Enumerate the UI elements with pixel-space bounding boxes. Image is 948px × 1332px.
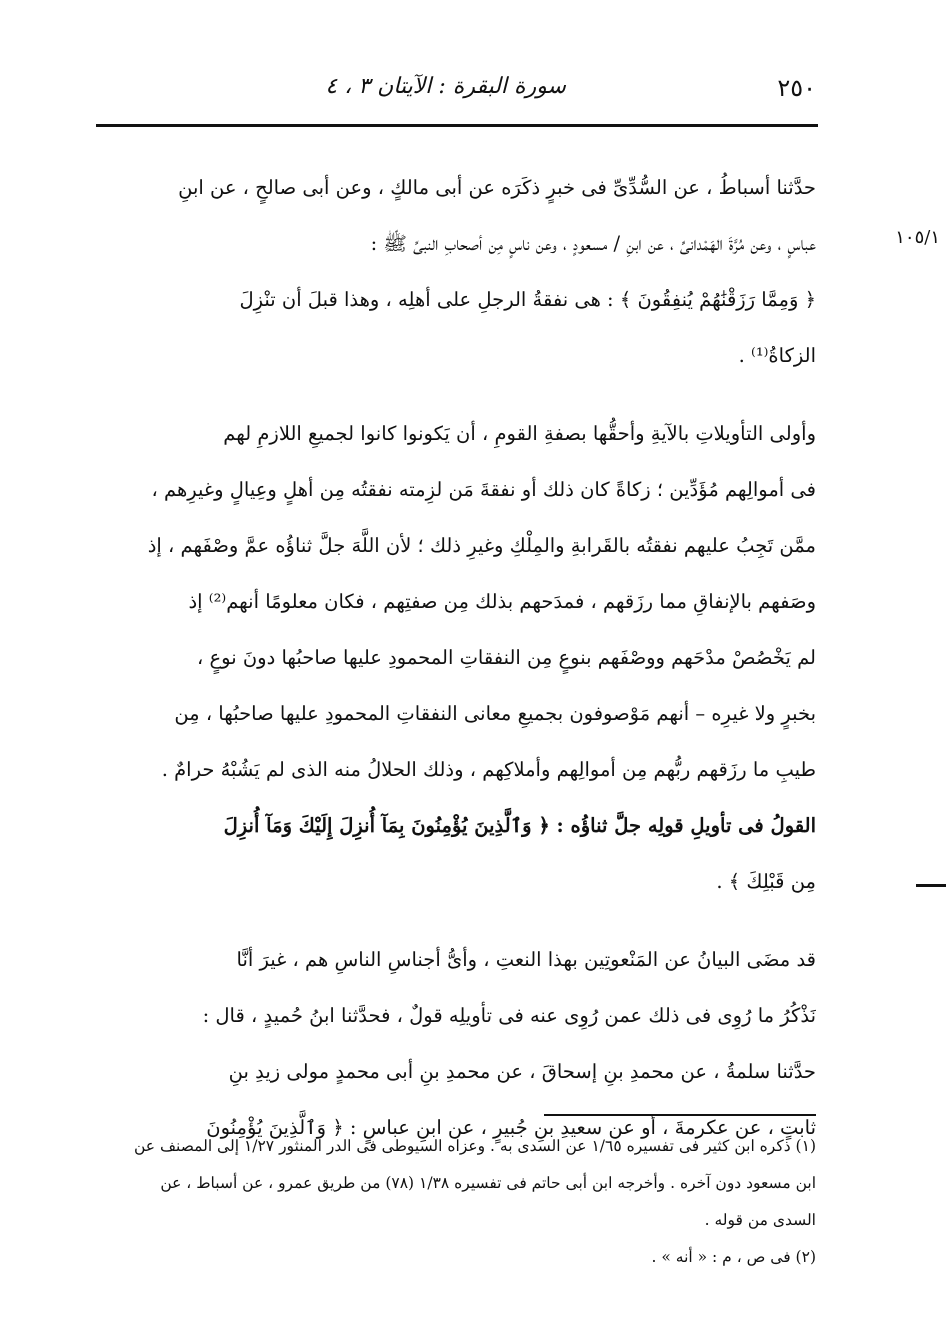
text-line: طيبِ ما رزَقهم ربُّهم مِن أموالِهم وأملاكِهم ، وذلك الحلالُ منه الذى لم يَشُبْهُ حرامٌ . [161, 758, 816, 781]
text-line: الزكاةُ⁽¹⁾ . [738, 344, 816, 367]
footnote-line: (١) ذكره ابن كثير فى تفسيره ١/٦٥ عن السدى به . وعزاه السيوطى فى الدر المنثور ١/٢٧ إلى المصنف عن [134, 1137, 816, 1155]
section-heading-line: القولُ فى تأويلِ قولِه جلَّ ثناؤُه : ﴿ وَٱلَّذِينَ يُؤْمِنُونَ بِمَآ أُنزِلَ إِلَيْكَ وَمَآ أُنزِلَ [223, 814, 816, 837]
text-line: مِن قَبْلِكَ ﴾ . [716, 870, 816, 893]
text-line: فى أموالِهم مُؤَدِّين ؛ زكاةً كان ذلك أو نفقةَ مَن لزِمته نفقتُه مِن أهلٍ وعِيالٍ وغيرِهم ، [151, 478, 816, 501]
footnotes [98, 1128, 816, 1276]
text-line: وصَفهم بالإنفاقِ مما رزَقهم ، فمدَحهم بذلك مِن صفتِهم ، فكان معلومًا أنهم⁽²⁾ إذ [188, 590, 816, 613]
header-rule [96, 124, 818, 127]
text-line: عباسٍ ، وعن مُرَّةَ الهَمْدانىِّ ، عن ابنِ / مسعودٍ ، وعن ناسٍ مِن أصحابِ النبىِّ ﷺ : [370, 232, 816, 255]
text-line: قد مضَى البيانُ عن المَنْعوتِين بهذا النعتِ ، وأىُّ أجناسِ الناسِ هم ، غيرَ أنَّا [236, 948, 816, 971]
footnote-rule [544, 1114, 816, 1116]
text-line: بخبرٍ ولا غيرِه – أنهم مَوْصوفون بجميعِ معانى النفقاتِ المحمودِ عليها صاحبُها ، مِن [174, 702, 816, 725]
text-line: حدَّثنا أسباطُ ، عن السُّدِّىِّ فى خبرٍ ذكَرَه عن أبى مالكٍ ، وعن أبى صالحٍ ، عن ابنِ [178, 176, 816, 199]
page-header [98, 70, 816, 110]
text-line: نَذْكُرُ ما رُوِى فى ذلك عمن رُوِى عنه فى تأويلِه قولٌ ، فحدَّثنا ابنُ حُميدٍ ، قال : [202, 1004, 816, 1027]
text-line: حدَّثنا سلمةُ ، عن محمدِ بنِ إسحاقَ ، عن محمدِ بنِ أبى محمدٍ مولى زيدِ بنِ [228, 1060, 816, 1083]
paragraph-gap [98, 384, 816, 406]
margin-reference: ١٠٥/١ [895, 227, 940, 248]
text-line: ﴿ وَمِمَّا رَزَقْنَٰهُمْ يُنفِقُونَ ﴾ : هى نفقةُ الرجلِ على أهلِه ، وهذا قبلَ أن تنْزِلَ [239, 288, 816, 311]
text-line: لم يَخْصُصْ مدْحَهم ووصْفَهم بنوعٍ مِن النفقاتِ المحمودِ عليها صاحبُها دونَ نوعٍ ، [197, 646, 816, 669]
text-line: وأولى التأويلاتِ بالآيةِ وأحقُّها بصفةِ القومِ ، أن يَكونوا كانوا لجميعِ اللازمِ لهم [223, 422, 816, 445]
footnote-line: ابن مسعود دون آخره . وأخرجه ابن أبى حاتم فى تفسيره ١/٣٨ (٧٨) من طريق عمرو ، عن أسباط ، عن [160, 1174, 816, 1192]
footnote-line: السدى من قوله . [704, 1211, 816, 1229]
running-title: سورة البقرة : الآيتان ٣ ، ٤ [325, 74, 566, 99]
text-line: ممَّن تَجِبُ عليهم نفقتُه بالقَرابةِ والمِلْكِ وغيرِ ذلك ؛ لأن اللَّهَ جلَّ ثناؤُه عمَّ وصْفَهم ، إذ [147, 534, 816, 557]
page-number: ٢٥٠ [777, 74, 816, 102]
paragraph-gap [98, 910, 816, 932]
footnote-line: (٢) فى ص ، م : « أنه » . [651, 1248, 816, 1266]
edge-mark [916, 884, 946, 887]
main-text [98, 160, 816, 1156]
text-line: ثابتٍ ، عن عكرمةَ ، أو عن سعيدِ بنِ جُبيرٍ ، عن ابنِ عباسٍ : ﴿ وَٱلَّذِينَ يُؤْمِنُونَ [206, 1116, 816, 1139]
